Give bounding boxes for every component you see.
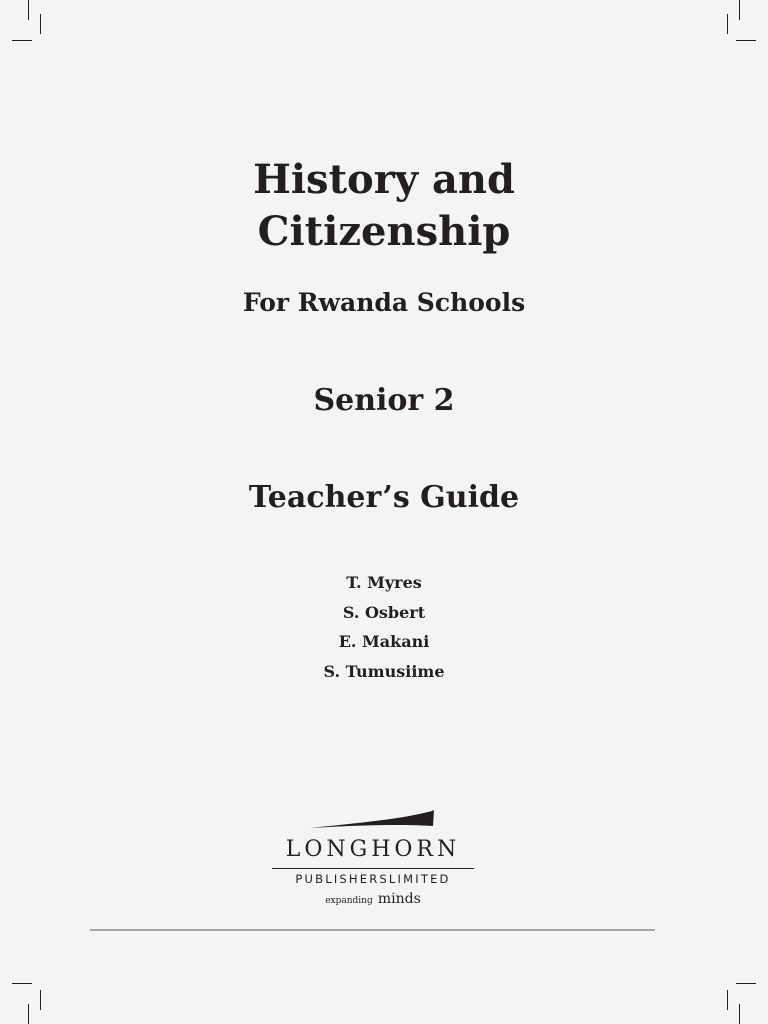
- logo-divider: [272, 868, 474, 869]
- crop-mark: [28, 0, 29, 20]
- author-name: T. Myres: [346, 573, 422, 592]
- crop-mark: [727, 14, 728, 34]
- crop-mark: [40, 14, 41, 34]
- author-name: S. Tumusiime: [323, 661, 445, 681]
- book-title: [0, 154, 768, 258]
- book-level: Senior 2: [313, 383, 455, 418]
- author-list: [0, 568, 768, 686]
- crop-mark: [739, 1004, 740, 1024]
- horn-swoosh-icon: [308, 808, 448, 832]
- publisher-tagline: [268, 888, 478, 911]
- crop-mark: [736, 40, 756, 41]
- crop-mark: [12, 983, 32, 984]
- book-title-line-2: Citizenship: [257, 208, 511, 255]
- footer-rule: [90, 929, 655, 931]
- author-name: E. Makani: [338, 632, 430, 651]
- publisher-logo: [268, 808, 478, 908]
- book-title-line-1: History and: [253, 156, 515, 203]
- crop-mark: [739, 0, 740, 20]
- crop-mark: [727, 990, 728, 1010]
- publisher-subtitle: PUBLISHERSLIMITED: [295, 872, 451, 886]
- crop-mark: [736, 983, 756, 984]
- crop-mark: [28, 1004, 29, 1024]
- tagline-big: minds: [377, 891, 421, 907]
- book-subtitle: For Rwanda Schools: [242, 288, 526, 317]
- tagline-small: expanding: [325, 896, 373, 906]
- publisher-name: LONGHORN: [285, 837, 461, 862]
- author-name: S. Osbert: [342, 602, 426, 622]
- crop-mark: [40, 990, 41, 1010]
- crop-mark: [12, 40, 32, 41]
- book-guide-type: Teacher’s Guide: [248, 480, 520, 515]
